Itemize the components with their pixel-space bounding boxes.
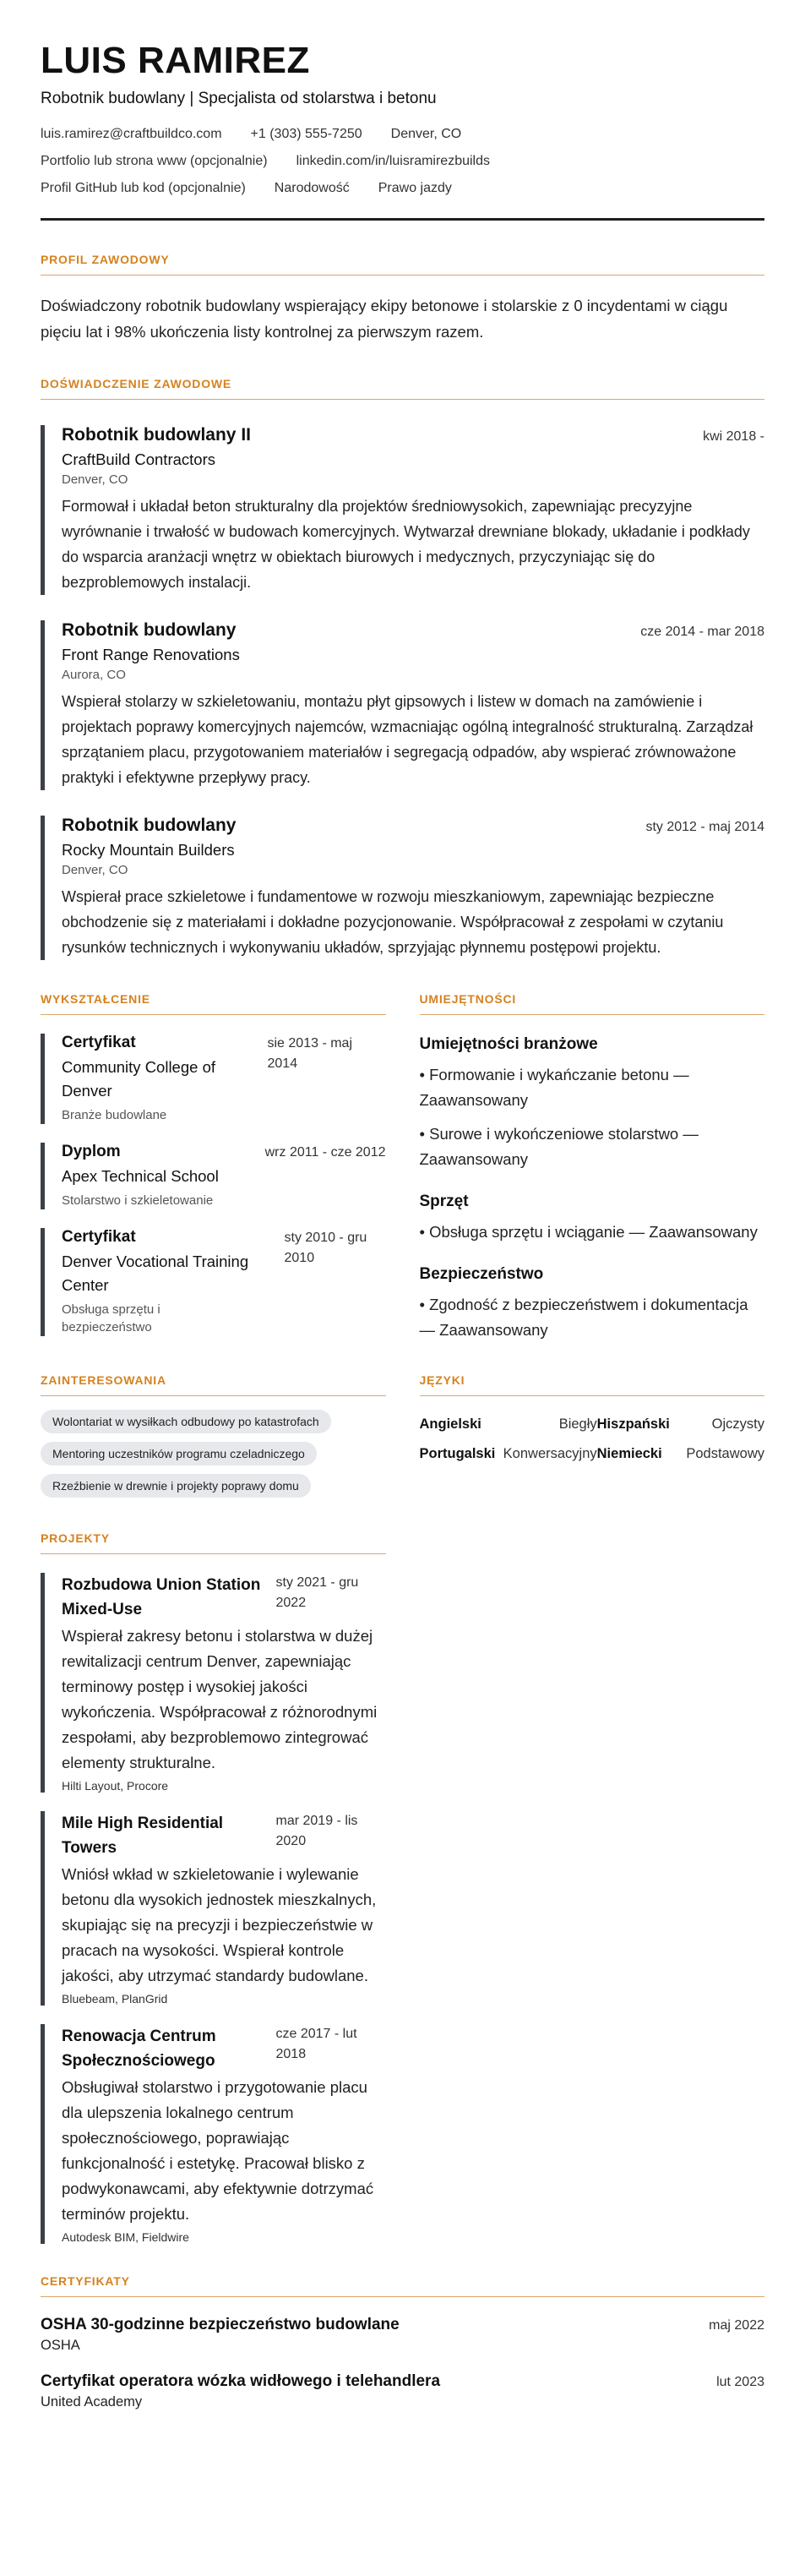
language-level: Konwersacyjny [503, 1446, 597, 1461]
degree: Certyfikat [62, 1228, 136, 1246]
school-name: Apex Technical School [62, 1167, 219, 1185]
education-dates: wrz 2011 - cze 2012 [264, 1145, 386, 1160]
job-title: Robotnik budowlany II [62, 425, 251, 445]
job-dates: sty 2012 - maj 2014 [645, 820, 764, 834]
project-name: Renowacja Centrum Społecznościowego [62, 2028, 216, 2070]
contact-row [41, 181, 764, 196]
job-dates: kwi 2018 - [703, 429, 764, 444]
projects-row [41, 1531, 764, 2244]
section-title: JĘZYKI [420, 1373, 765, 1396]
skill-category: Sprzęt [419, 1192, 469, 1210]
job-location: Aurora, CO [62, 668, 126, 682]
certification-item [41, 2372, 764, 2410]
section-title: WYKSZTAŁCENIE [41, 992, 386, 1015]
section-title: UMIEJĘTNOŚCI [420, 992, 765, 1015]
contact-row [41, 154, 764, 169]
language-name: Portugalski [419, 1446, 496, 1461]
project-tools: Bluebeam, PlanGrid [62, 1992, 168, 2006]
language-name: Niemiecki [596, 1446, 662, 1461]
candidate-headline: Robotnik budowlany | Specjalista od stolarstwa i betonu [41, 90, 437, 107]
job-description: Formował i układał beton strukturalny dla projektów średniowysokich, zapewniając precyzyjne wyrównanie i trwałość w budowach komercyjnych. Wytwarzał drewniane blokady, układanie i podkłady do wsparcia aranżacji wnętrz w obiektach biurowych i medycznych, przyczyniając się do bezproblemowych instalacji. [62, 498, 750, 591]
project-tools: Hilti Layout, Procore [62, 1779, 169, 1793]
job-title: Robotnik budowlany [62, 816, 237, 835]
header-divider [41, 218, 764, 221]
certification-name: OSHA 30-godzinne bezpieczeństwo budowlane [41, 2316, 400, 2333]
summary-section [41, 253, 764, 345]
section-title: DOŚWIADCZENIE ZAWODOWE [41, 377, 764, 400]
section-title: PROJEKTY [41, 1531, 386, 1554]
language-level: Podstawowy [686, 1446, 764, 1461]
degree: Dyplom [62, 1143, 121, 1160]
degree: Certyfikat [62, 1034, 136, 1051]
contact-nationality: Narodowość [274, 181, 350, 195]
interests-languages-row [41, 1373, 764, 1506]
education-section [41, 992, 386, 1343]
resume-header [41, 0, 764, 221]
contact-row [41, 127, 764, 142]
languages-section [420, 1373, 765, 1506]
company-name: Front Range Renovations [62, 646, 240, 663]
certifications-section [41, 2274, 764, 2410]
interest-tag: Rzeźbienie w drewnie i projekty poprawy domu [41, 1474, 311, 1498]
projects-section [41, 1531, 386, 2244]
language-level: Ojczysty [711, 1416, 764, 1432]
project-description: Wniósł wkład w szkieletowanie i wylewanie betonu dla wysokich jednostek mieszkalnych, skupiając się na precyzji i bezpieczeństwie w pracach na wysokości. Wspierał kontrole jakości, aby utrzymać standardy budowlane. [62, 1865, 377, 1984]
certification-date: maj 2022 [709, 2318, 764, 2333]
project-item [41, 1811, 386, 2006]
skill-item: • Zgodność z bezpieczeństwem i dokumentacja — Zaawansowany [419, 1296, 748, 1339]
contact-github[interactable]: Profil GitHub lub kod (opcjonalnie) [41, 181, 246, 195]
project-tools: Autodesk BIM, Fieldwire [62, 2230, 189, 2244]
field-of-study: Obsługa sprzętu i bezpieczeństwo [62, 1302, 160, 1334]
experience-item [41, 816, 764, 960]
project-dates: cze 2017 - lut 2018 [275, 2027, 357, 2061]
language-name: Hiszpański [596, 1416, 670, 1432]
interest-tag: Mentoring uczestników programu czeladniczego [41, 1442, 317, 1465]
skill-item: • Surowe i wykończeniowe stolarstwo — Zaawansowany [419, 1125, 699, 1168]
education-item [41, 1034, 386, 1124]
interest-tags [41, 1410, 386, 1506]
summary-text: Doświadczony robotnik budowlany wspierający ekipy betonowe i stolarskie z 0 incydentami w ciągu pięciu lat i 98% ukończenia listy kontrolnej za pierwszym razem. [41, 297, 728, 341]
section-title: ZAINTERESOWANIA [41, 1373, 386, 1396]
section-title: CERTYFIKATY [41, 2274, 764, 2297]
certification-item [41, 2316, 764, 2354]
section-title: PROFIL ZAWODOWY [41, 253, 764, 276]
contact-location: Denver, CO [390, 127, 462, 141]
job-dates: cze 2014 - mar 2018 [640, 625, 764, 639]
skill-item: • Obsługa sprzętu i wciąganie — Zaawansowany [419, 1223, 758, 1241]
school-name: Denver Vocational Training Center [62, 1253, 249, 1294]
contact-portfolio[interactable]: Portfolio lub strona www (opcjonalnie) [41, 154, 268, 168]
company-name: CraftBuild Contractors [62, 450, 215, 468]
project-item [41, 2024, 386, 2244]
project-name: Rozbudowa Union Station Mixed-Use [62, 1576, 261, 1618]
language-level: Biegły [558, 1416, 597, 1432]
contact-email[interactable]: luis.ramirez@craftbuildco.com [41, 127, 222, 141]
job-title: Robotnik budowlany [62, 620, 237, 640]
certification-name: Certyfikat operatora wózka widłowego i telehandlera [41, 2372, 441, 2390]
experience-item [41, 620, 764, 790]
interest-tag: Wolontariat w wysiłkach odbudowy po katastrofach [41, 1410, 331, 1433]
job-description: Wspierał stolarzy w szkieletowaniu, montażu płyt gipsowych i listew w domach na zamówienie i projektach poprawy komercyjnych najemców, wzmacniając ogólną integralność strukturalną. Zarządzał sprzątaniem placu, przygotowaniem materiałów i segregacją odpadów, aby wspierać zrównoważone praktyki i efektywne przepływy pracy. [62, 693, 753, 786]
education-dates: sty 2010 - gru 2010 [284, 1231, 367, 1265]
experience-section [41, 377, 764, 960]
projects-spacer [420, 1531, 765, 2244]
skills-section [420, 992, 765, 1343]
contact-linkedin[interactable]: linkedin.com/in/luisramirezbuilds [296, 154, 490, 168]
experience-item [41, 425, 764, 595]
education-item [41, 1228, 386, 1336]
project-description: Obsługiwał stolarstwo i przygotowanie placu dla ulepszenia lokalnego centrum społecznościowego, poprawiając funkcjonalność i estetykę. Pracował blisko z podwykonawcami, aby efektywnie dotrzymać terminów projektu. [62, 2078, 374, 2223]
languages-grid [420, 1416, 765, 1462]
project-dates: sty 2021 - gru 2022 [275, 1575, 359, 1610]
field-of-study: Stolarstwo i szkieletowanie [62, 1193, 214, 1208]
job-location: Denver, CO [62, 863, 128, 877]
field-of-study: Branże budowlane [62, 1108, 167, 1122]
contact-license: Prawo jazdy [378, 181, 452, 195]
skill-category: Umiejętności branżowe [419, 1035, 598, 1053]
project-name: Mile High Residential Towers [62, 1815, 224, 1857]
certification-date: lut 2023 [716, 2375, 764, 2389]
job-description: Wspierał prace szkieletowe i fundamentowe w rozwoju mieszkaniowym, zapewniając bezpieczne obchodzenie się z materiałami i dokładne pozycjonowanie. Współpracował z zespołami w czytaniu rysunków technicznych i wykonywaniu układów, sprzyjając płynnemu postępowi projektu. [62, 888, 724, 956]
skill-category: Bezpieczeństwo [419, 1265, 544, 1283]
company-name: Rocky Mountain Builders [62, 841, 235, 859]
certification-issuer: OSHA [41, 2338, 80, 2353]
job-location: Denver, CO [62, 472, 128, 487]
certification-issuer: United Academy [41, 2394, 143, 2410]
candidate-name: LUIS RAMIREZ [41, 40, 310, 81]
contact-phone[interactable]: +1 (303) 555-7250 [250, 127, 362, 141]
interests-section [41, 1373, 386, 1506]
language-name: Angielski [419, 1416, 481, 1432]
project-item [41, 1573, 386, 1793]
skill-item: • Formowanie i wykańczanie betonu — Zaawansowany [419, 1066, 689, 1109]
education-dates: sie 2013 - maj 2014 [267, 1036, 352, 1071]
education-item [41, 1143, 386, 1209]
project-description: Wspierał zakresy betonu i stolarstwa w dużej rewitalizacji centrum Denver, zapewniając terminowy postęp i wysokiej jakości wykończenia. Współpracował z różnorodnymi zespołami, aby bezproblemowo zintegrować elementy strukturalne. [62, 1627, 378, 1771]
school-name: Community College of Denver [62, 1058, 215, 1100]
education-skills-row [41, 992, 764, 1343]
project-dates: mar 2019 - lis 2020 [275, 1814, 358, 1848]
